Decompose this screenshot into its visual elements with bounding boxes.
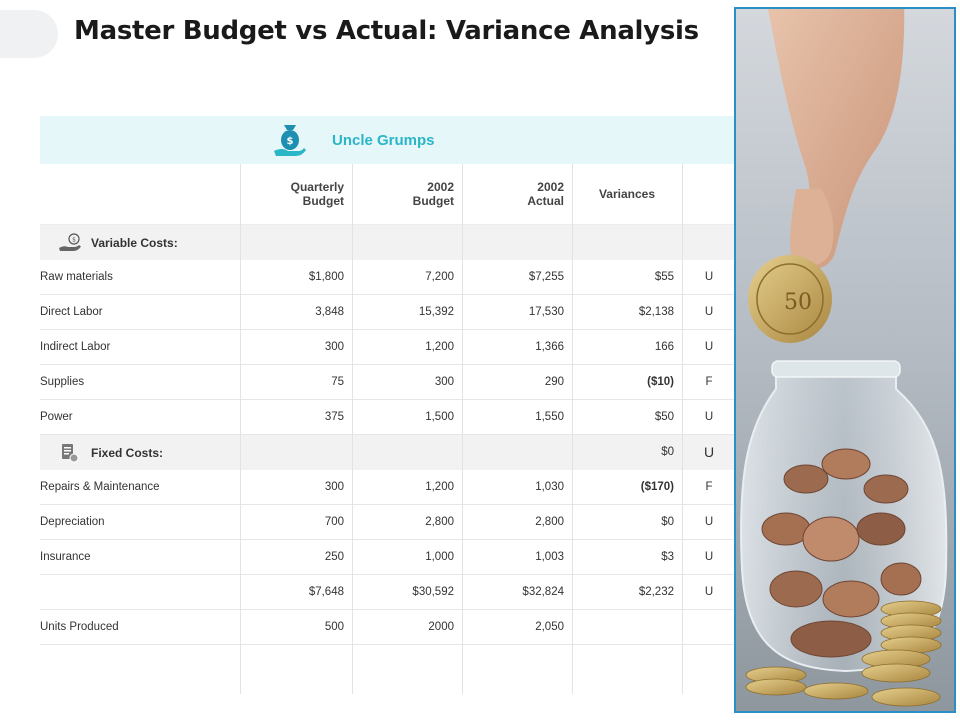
table-row (40, 575, 736, 610)
row-label (40, 575, 240, 609)
cell-quarterly-budget: 75 (331, 376, 344, 388)
col-quarterly-budget: Quarterly Budget (290, 180, 344, 208)
column-header-row (40, 164, 736, 225)
page-title: Master Budget vs Actual: Variance Analysis (74, 16, 699, 46)
row-label: Units Produced (40, 621, 119, 633)
column-divider (240, 164, 241, 694)
svg-text:$: $ (286, 136, 294, 147)
cell-2002-actual: 17,530 (528, 306, 564, 318)
cell-quarterly-budget: 3,848 (315, 306, 344, 318)
section-variable-costs (40, 225, 736, 260)
document-coin-icon (58, 443, 84, 468)
cell-2002-actual: 2,050 (535, 621, 564, 633)
col-variances: Variances (598, 187, 656, 201)
table-row (40, 295, 736, 330)
table-row (40, 365, 736, 400)
cell-2002-budget: 15,392 (418, 306, 454, 318)
money-bag-hand-icon (272, 121, 308, 164)
cell-flag: U (704, 341, 714, 353)
cell-2002-actual: 1,366 (535, 341, 564, 353)
coin-jar-photo (734, 7, 956, 713)
svg-text:50: 50 (784, 290, 812, 315)
column-divider (682, 164, 683, 694)
cell-2002-budget: 1,000 (425, 551, 454, 563)
table-row (40, 260, 736, 295)
cell-flag: U (704, 306, 714, 318)
table-row (40, 540, 736, 575)
cell-variance: $0 (661, 516, 674, 528)
row-label: Raw materials (40, 271, 113, 283)
svg-text:$: $ (72, 236, 76, 244)
cell-2002-actual: 1,550 (535, 411, 564, 423)
cell-variance: ($170) (640, 481, 674, 493)
cell-2002-budget: 1,200 (425, 481, 454, 493)
cell-variance: $50 (654, 411, 674, 423)
coin-jar-illustration (736, 9, 954, 711)
cell-variance: $3 (661, 551, 674, 563)
col-2002-budget: 2002 Budget (412, 180, 454, 208)
decorative-pill (0, 10, 58, 58)
cell-2002-actual: 1,030 (535, 481, 564, 493)
section-label-fixed: Fixed Costs: (91, 446, 164, 460)
column-divider (572, 164, 573, 694)
table-row (40, 610, 736, 645)
brand-bar (40, 116, 736, 164)
table-row (40, 330, 736, 365)
fixed-costs-flag: U (703, 444, 715, 460)
cell-quarterly-budget: 375 (324, 411, 344, 423)
cell-flag: F (705, 481, 713, 493)
cell-2002-actual: $32,824 (522, 586, 564, 598)
cell-quarterly-budget: 300 (324, 341, 344, 353)
brand-name: Uncle Grumps (332, 132, 435, 149)
cell-2002-budget: 2000 (428, 621, 454, 633)
cell-flag: U (704, 586, 714, 598)
cell-flag: U (704, 271, 714, 283)
cell-variance: 166 (654, 341, 674, 353)
cell-variance: ($10) (647, 376, 674, 388)
cell-quarterly-budget: 250 (324, 551, 344, 563)
variance-table (40, 116, 736, 645)
cell-quarterly-budget: 700 (324, 516, 344, 528)
table-row (40, 470, 736, 505)
cell-2002-actual: $7,255 (528, 271, 564, 283)
row-label: Direct Labor (40, 306, 103, 318)
row-label: Supplies (40, 376, 85, 388)
cell-2002-actual: 2,800 (535, 516, 564, 528)
cell-2002-actual: 290 (544, 376, 564, 388)
cell-2002-budget: 2,800 (425, 516, 454, 528)
row-label: Repairs & Maintenance (40, 481, 160, 493)
section-label-variable: Variable Costs: (91, 236, 178, 250)
cell-2002-budget: $30,592 (412, 586, 454, 598)
row-label: Depreciation (40, 516, 105, 528)
cell-flag: F (705, 376, 713, 388)
cell-quarterly-budget: 500 (324, 621, 344, 633)
cell-variance: $2,138 (638, 306, 674, 318)
column-divider (462, 164, 463, 694)
row-label: Power (40, 411, 73, 423)
section-fixed-costs (40, 435, 736, 470)
cell-quarterly-budget: $1,800 (308, 271, 344, 283)
col-2002-actual: 2002 Actual (527, 180, 564, 208)
coin-hand-icon (58, 233, 84, 258)
cell-quarterly-budget: $7,648 (308, 586, 344, 598)
cell-2002-actual: 1,003 (535, 551, 564, 563)
column-divider (352, 164, 353, 694)
cell-2002-budget: 7,200 (425, 271, 454, 283)
cell-2002-budget: 300 (434, 376, 454, 388)
row-label: Indirect Labor (40, 341, 111, 353)
cell-flag (682, 610, 736, 644)
cell-flag: U (704, 411, 714, 423)
cell-variance (572, 610, 682, 644)
table-row (40, 400, 736, 435)
table-row (40, 505, 736, 540)
cell-2002-budget: 1,200 (425, 341, 454, 353)
cell-quarterly-budget: 300 (324, 481, 344, 493)
cell-variance: $2,232 (638, 586, 674, 598)
cell-flag: U (704, 551, 714, 563)
fixed-costs-variance: $0 (661, 446, 674, 458)
cell-2002-budget: 1,500 (425, 411, 454, 423)
row-label: Insurance (40, 551, 91, 563)
cell-variance: $55 (654, 271, 674, 283)
cell-flag: U (704, 516, 714, 528)
